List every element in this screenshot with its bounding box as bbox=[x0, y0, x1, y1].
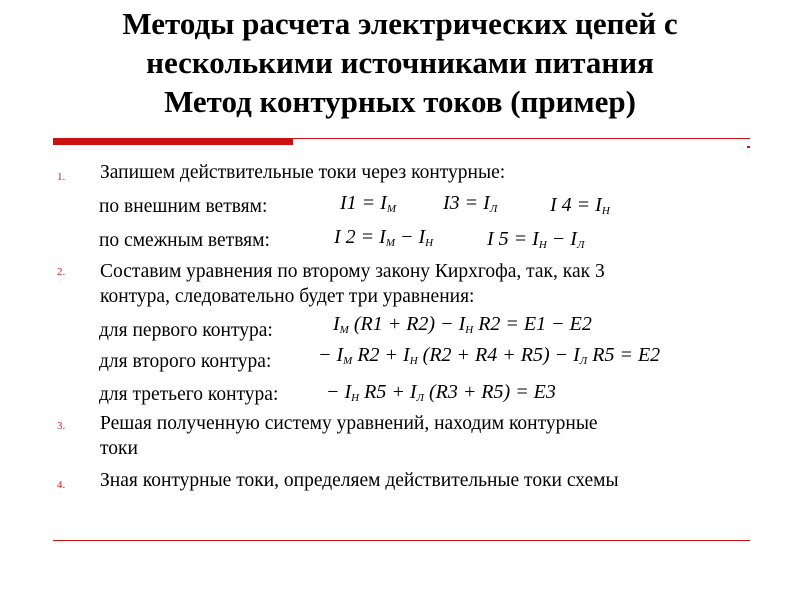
item-2-text-line-1: Составим уравнения по второму закону Кирхгофа, так, как 3 bbox=[100, 261, 605, 282]
formula-i3: $I3 = I_Л$ bbox=[443, 192, 498, 215]
formula-i4: I $4 = I_Н$ bbox=[550, 194, 610, 217]
item-3-text-line-2: токи bbox=[100, 438, 138, 459]
item-1-number: 1. bbox=[57, 171, 66, 183]
item-3-text-line-1: Решая полученную систему уравнений, находим контурные bbox=[100, 413, 598, 434]
formula-i1: $I1 = I_М$ bbox=[340, 192, 396, 215]
title-line-1: Методы расчета электрических цепей с bbox=[122, 6, 678, 41]
item-4-text: Зная контурные токи, определяем действительные токи схемы bbox=[100, 470, 619, 491]
item-4-number: 4. bbox=[57, 479, 66, 491]
item-2-text-line-2: контура, следовательно будет три уравнения: bbox=[100, 286, 475, 307]
second-loop-label: для второго контура: bbox=[99, 351, 272, 372]
third-loop-label: для третьего контура: bbox=[99, 384, 279, 405]
slide-title bbox=[0, 4, 800, 121]
first-loop-label: для первого контура: bbox=[99, 320, 273, 341]
item-3-number: 3. bbox=[57, 420, 66, 432]
adjacent-branches-label: по смежным ветвям: bbox=[99, 230, 270, 251]
outer-branches-label: по внешним ветвям: bbox=[99, 196, 268, 217]
formula-loop-1: $I_М$ $(R1 + R2) - I_Н$ R2 = E1 − E2 bbox=[333, 313, 592, 336]
title-underline-thick bbox=[53, 138, 293, 145]
item-1-text: Запишем действительные токи через контурные: bbox=[100, 162, 506, 183]
item-2-number: 2. bbox=[57, 266, 66, 278]
title-underline-dot bbox=[747, 146, 750, 148]
formula-i5: I $5 = I_Н - I_Л$ bbox=[487, 228, 585, 251]
title-line-3: Метод контурных токов (пример) bbox=[164, 84, 636, 119]
formula-i2: I $2 = I_М - I_Н$ bbox=[334, 226, 434, 249]
formula-loop-2: − $I_М$ $R2 + I_Н$ $(R2 + R4 + R5) - I_Л$ R5 = E2 bbox=[318, 344, 661, 367]
formula-loop-3: − $I_Н$ $R5 + I_Л$ (R3 + R5) = E3 bbox=[326, 381, 556, 404]
title-line-2: несколькими источниками питания bbox=[146, 45, 654, 80]
footer-divider bbox=[53, 540, 750, 541]
title-underline-thin bbox=[293, 138, 750, 139]
